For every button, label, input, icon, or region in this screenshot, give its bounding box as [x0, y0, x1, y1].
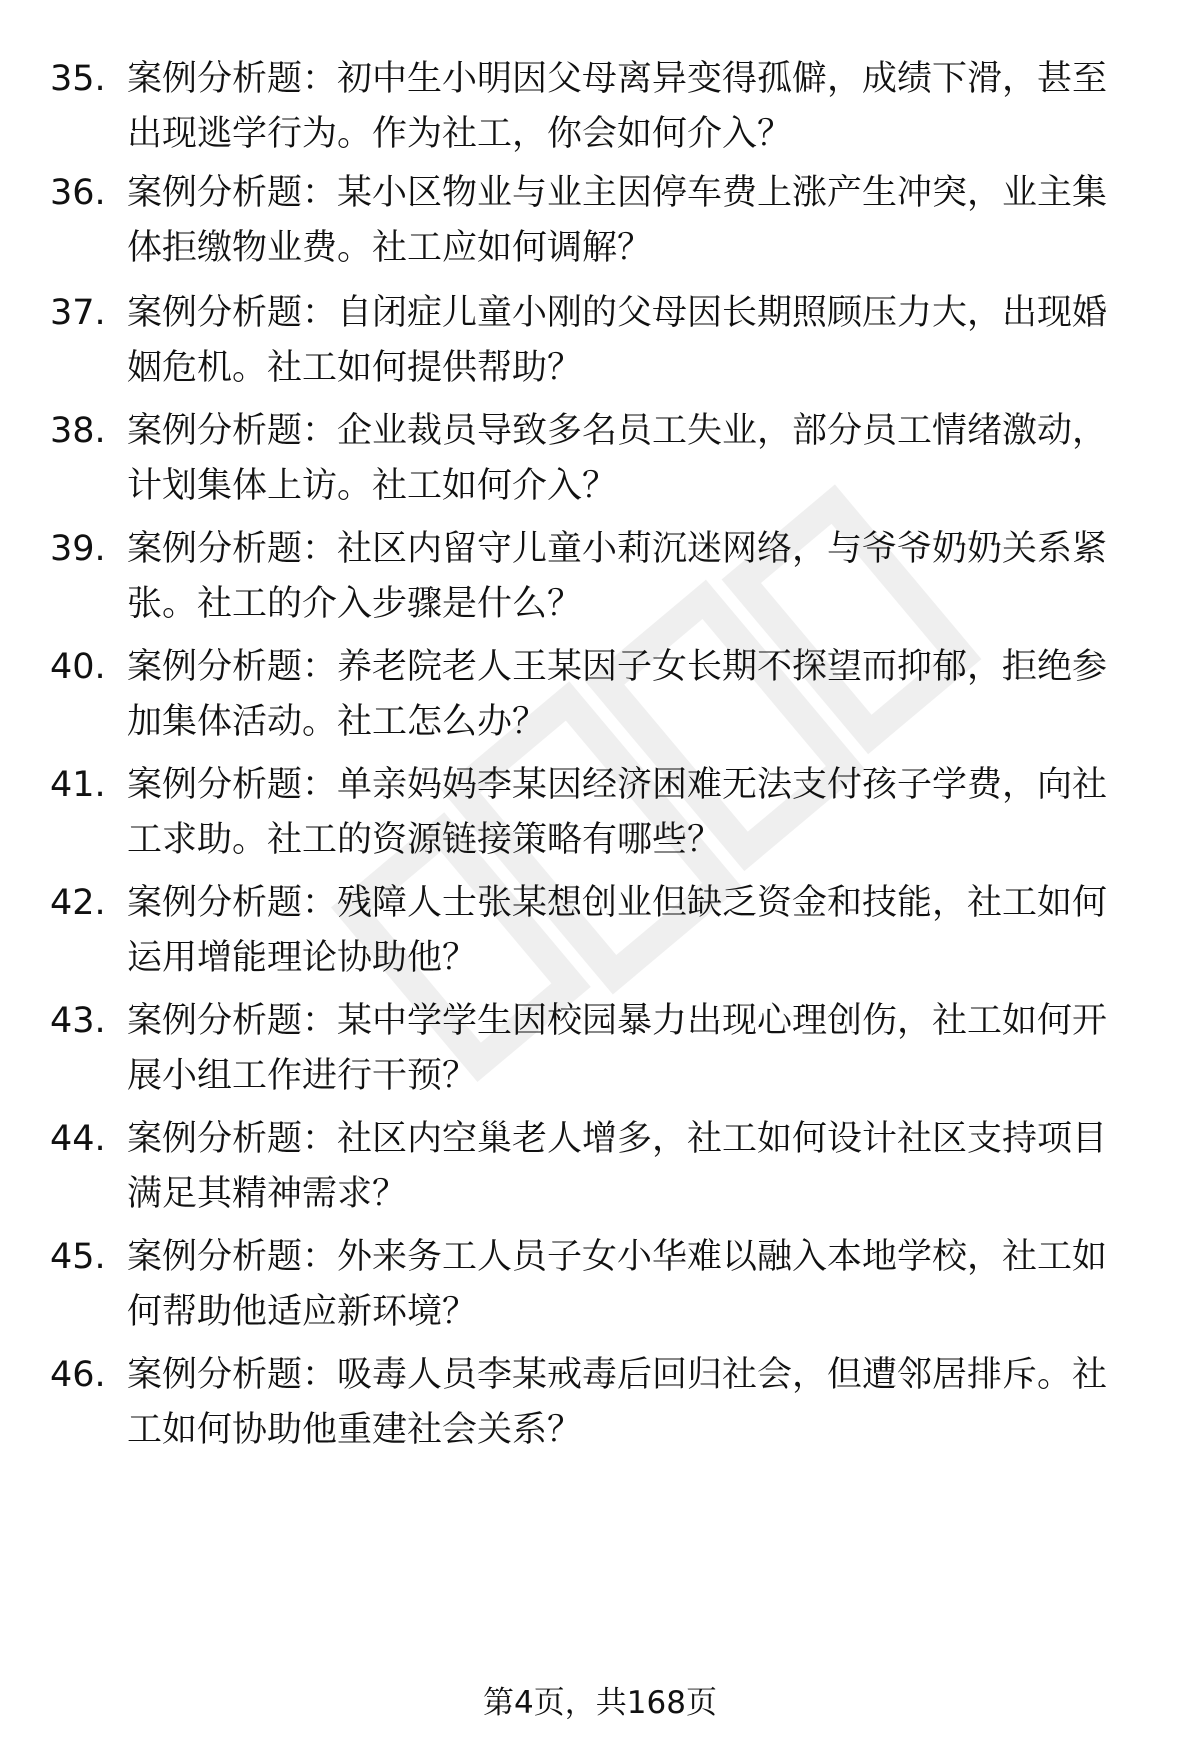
question-number: 40.: [50, 647, 106, 687]
question-text-line-1: 案例分析题：残障人士张某想创业但缺乏资金和技能，社工如何: [127, 883, 1108, 923]
question-text-line-1: 案例分析题：初中生小明因父母离异变得孤僻，成绩下滑，甚至: [127, 59, 1108, 99]
question-text-line-1: 案例分析题：社区内留守儿童小莉沉迷网络，与爷爷奶奶关系紧: [127, 529, 1108, 569]
question-item: [0, 876, 1200, 986]
question-text-line-2: 加集体活动。社工怎么办？: [127, 702, 548, 742]
question-item: [0, 1348, 1200, 1458]
page-footer: 第4页，共168页: [483, 1685, 717, 1721]
question-text-line-2: 姻危机。社工如何提供帮助？: [127, 348, 583, 388]
question-item: [0, 1112, 1200, 1222]
question-number: 37.: [50, 293, 106, 333]
question-item: [0, 994, 1200, 1104]
question-text-line-2: 出现逃学行为。作为社工，你会如何介入？: [127, 114, 793, 154]
question-number: 41.: [50, 765, 106, 805]
question-number: 43.: [50, 1001, 106, 1041]
question-item: [0, 522, 1200, 632]
question-text-line-1: 案例分析题：外来务工人员子女小华难以融入本地学校，社工如: [127, 1237, 1108, 1277]
question-number: 42.: [50, 883, 106, 923]
question-text-line-1: 案例分析题：企业裁员导致多名员工失业，部分员工情绪激动，: [127, 411, 1108, 451]
question-text-line-1: 案例分析题：自闭症儿童小刚的父母因长期照顾压力大，出现婚: [127, 293, 1108, 333]
question-text-line-1: 案例分析题：单亲妈妈李某因经济困难无法支付孩子学费，向社: [127, 765, 1108, 805]
question-text-line-2: 运用增能理论协助他？: [127, 938, 478, 978]
question-text-line-2: 何帮助他适应新环境？: [127, 1292, 478, 1332]
question-item: [0, 404, 1200, 514]
question-text-line-2: 工如何协助他重建社会关系？: [127, 1410, 583, 1450]
question-text-line-2: 张。社工的介入步骤是什么？: [127, 584, 583, 624]
question-text-line-2: 满足其精神需求？: [127, 1174, 408, 1214]
question-text-line-2: 体拒缴物业费。社工应如何调解？: [127, 228, 653, 268]
question-number: 38.: [50, 411, 106, 451]
question-number: 36.: [50, 173, 106, 213]
question-item: [0, 640, 1200, 750]
question-number: 39.: [50, 529, 106, 569]
question-text-line-2: 展小组工作进行干预？: [127, 1056, 478, 1096]
question-item: [0, 52, 1200, 162]
question-item: [0, 1230, 1200, 1340]
question-item: [0, 286, 1200, 396]
question-number: 46.: [50, 1355, 106, 1395]
question-number: 44.: [50, 1119, 106, 1159]
question-text-line-2: 工求助。社工的资源链接策略有哪些？: [127, 820, 723, 860]
question-item: [0, 166, 1200, 276]
question-text-line-1: 案例分析题：吸毒人员李某戒毒后回归社会，但遭邻居排斥。社: [127, 1355, 1108, 1395]
question-text-line-1: 案例分析题：养老院老人王某因子女长期不探望而抑郁，拒绝参: [127, 647, 1108, 687]
question-text-line-1: 案例分析题：社区内空巢老人增多，社工如何设计社区支持项目: [127, 1119, 1108, 1159]
question-text-line-2: 计划集体上访。社工如何介入？: [127, 466, 618, 506]
question-text-line-1: 案例分析题：某中学学生因校园暴力出现心理创伤，社工如何开: [127, 1001, 1108, 1041]
question-number: 45.: [50, 1237, 106, 1277]
question-item: [0, 758, 1200, 868]
question-number: 35.: [50, 59, 106, 99]
question-text-line-1: 案例分析题：某小区物业与业主因停车费上涨产生冲突，业主集: [127, 173, 1108, 213]
